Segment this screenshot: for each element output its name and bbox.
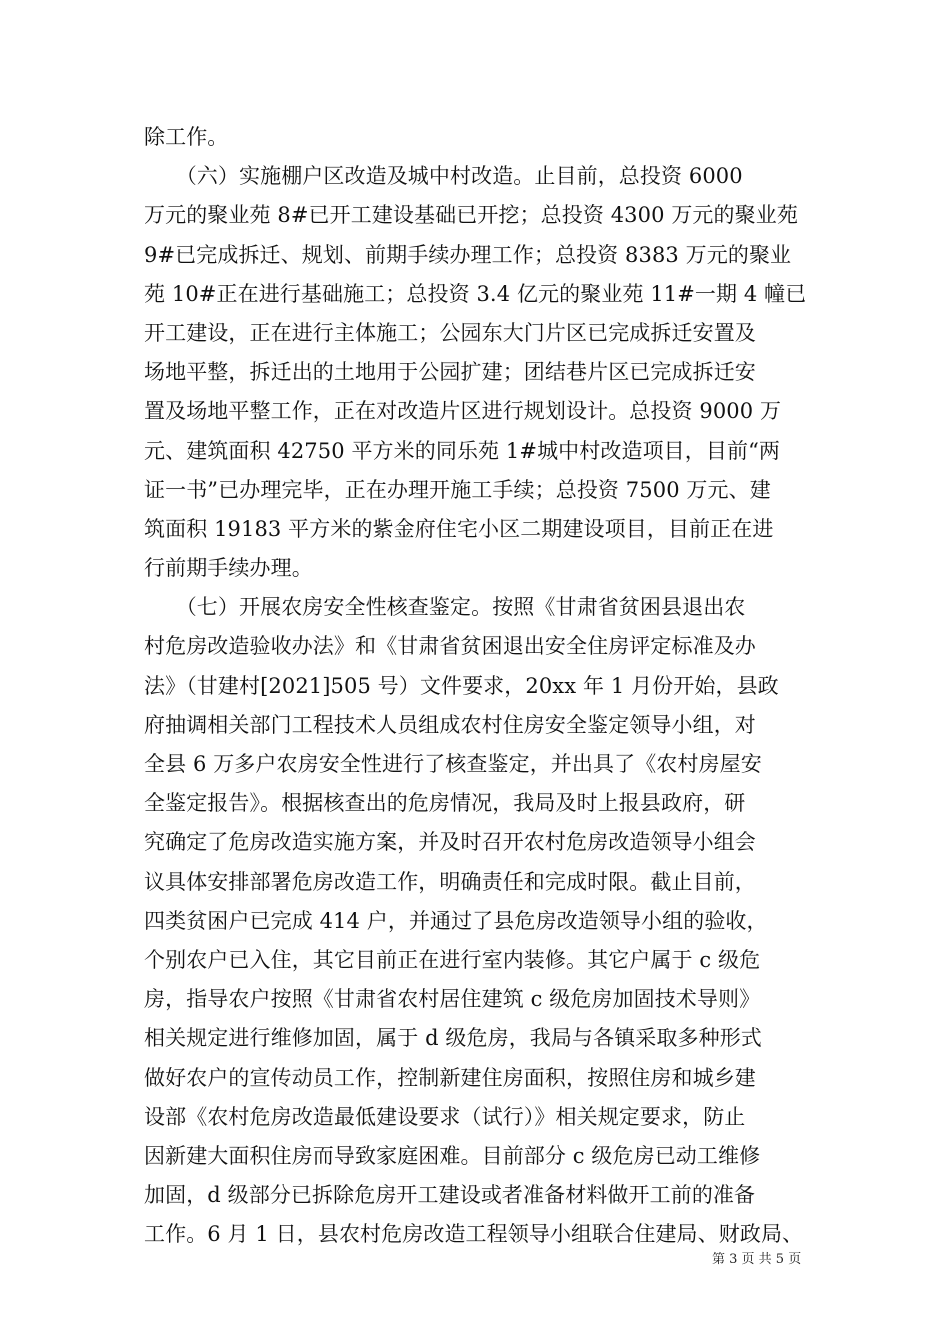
text-line: 四类贫困户已完成 414 户，并通过了县危房改造领导小组的验收，: [144, 908, 768, 933]
text-line: 法》（甘建村[2021]505 号）文件要求，20xx 年 1 月份开始，县政: [144, 673, 779, 698]
text-line: 行前期手续办理。: [144, 556, 313, 581]
body-text: [144, 118, 812, 1254]
text-line: 全县 6 万多户农房安全性进行了核查鉴定，并出具了《农村房屋安: [144, 752, 762, 776]
text-line: 置及场地平整工作，正在对改造片区进行规划设计。总投资 9000 万: [144, 399, 782, 424]
text-line: 9#已完成拆迁、规划、前期手续办理工作；总投资 8383 万元的聚业: [144, 242, 792, 267]
text-line: 苑 10#正在进行基础施工；总投资 3.4 亿元的聚业苑 11#一期 4 幢已: [144, 281, 807, 306]
text-line: 元、建筑面积 42750 平方米的同乐苑 1#城中村改造项目，目前“两: [144, 438, 781, 463]
text-line: 房，指导农户按照《甘肃省农村居住建筑 c 级危房加固技术导则》: [144, 987, 761, 1012]
text-line: 除工作。: [144, 125, 229, 149]
text-line: 场地平整，拆迁出的土地用于公园扩建；团结巷片区已完成拆迁安: [144, 360, 756, 385]
text-line: 村危房改造验收办法》和《甘肃省贫困退出安全住房评定标准及办: [144, 634, 756, 659]
text-line: （七）开展农房安全性核查鉴定。按照《甘肃省贫困县退出农: [144, 595, 746, 620]
text-line: 证一书”已办理完毕，正在办理开施工手续；总投资 7500 万元、建: [144, 477, 771, 502]
text-line: 究确定了危房改造实施方案，并及时召开农村危房改造领导小组会: [144, 830, 756, 855]
text-line: 筑面积 19183 平方米的紫金府住宅小区二期建设项目，目前正在进: [144, 516, 774, 541]
page-footer: [712, 1251, 801, 1269]
text-line: 加固，d 级部分已拆除危房开工建设或者准备材料做开工前的准备: [144, 1183, 756, 1208]
page-number: 第 3 页 共 5 页: [712, 1252, 802, 1267]
text-line: 工作。6 月 1 日，县农村危房改造工程领导小组联合住建局、财政局、: [144, 1222, 804, 1247]
text-line: 设部《农村危房改造最低建设要求（试行）》相关规定要求，防止: [144, 1104, 746, 1129]
text-line: 议具体安排部署危房改造工作，明确责任和完成时限。截止目前，: [144, 869, 756, 894]
text-line: 因新建大面积住房而导致家庭困难。目前部分 c 级危房已动工维修: [144, 1143, 761, 1168]
text-line: 府抽调相关部门工程技术人员组成农村住房安全鉴定领导小组，对: [144, 712, 756, 737]
text-line: 万元的聚业苑 8#已开工建设基础已开挖；总投资 4300 万元的聚业苑: [144, 203, 798, 228]
text-line: 全鉴定报告》。根据核查出的危房情况，我局及时上报县政府，研: [144, 791, 746, 816]
text-line: 相关规定进行维修加固，属于 d 级危房，我局与各镇采取多种形式: [144, 1026, 762, 1051]
text-line: 个别农户已入住，其它目前正在进行室内装修。其它户属于 c 级危: [144, 947, 761, 972]
text-line: （六）实施棚户区改造及城中村改造。止目前，总投资 6000: [144, 164, 743, 189]
text-line: 开工建设，正在进行主体施工；公园东大门片区已完成拆迁安置及: [144, 320, 756, 345]
text-line: 做好农户的宣传动员工作，控制新建住房面积，按照住房和城乡建: [144, 1065, 756, 1090]
